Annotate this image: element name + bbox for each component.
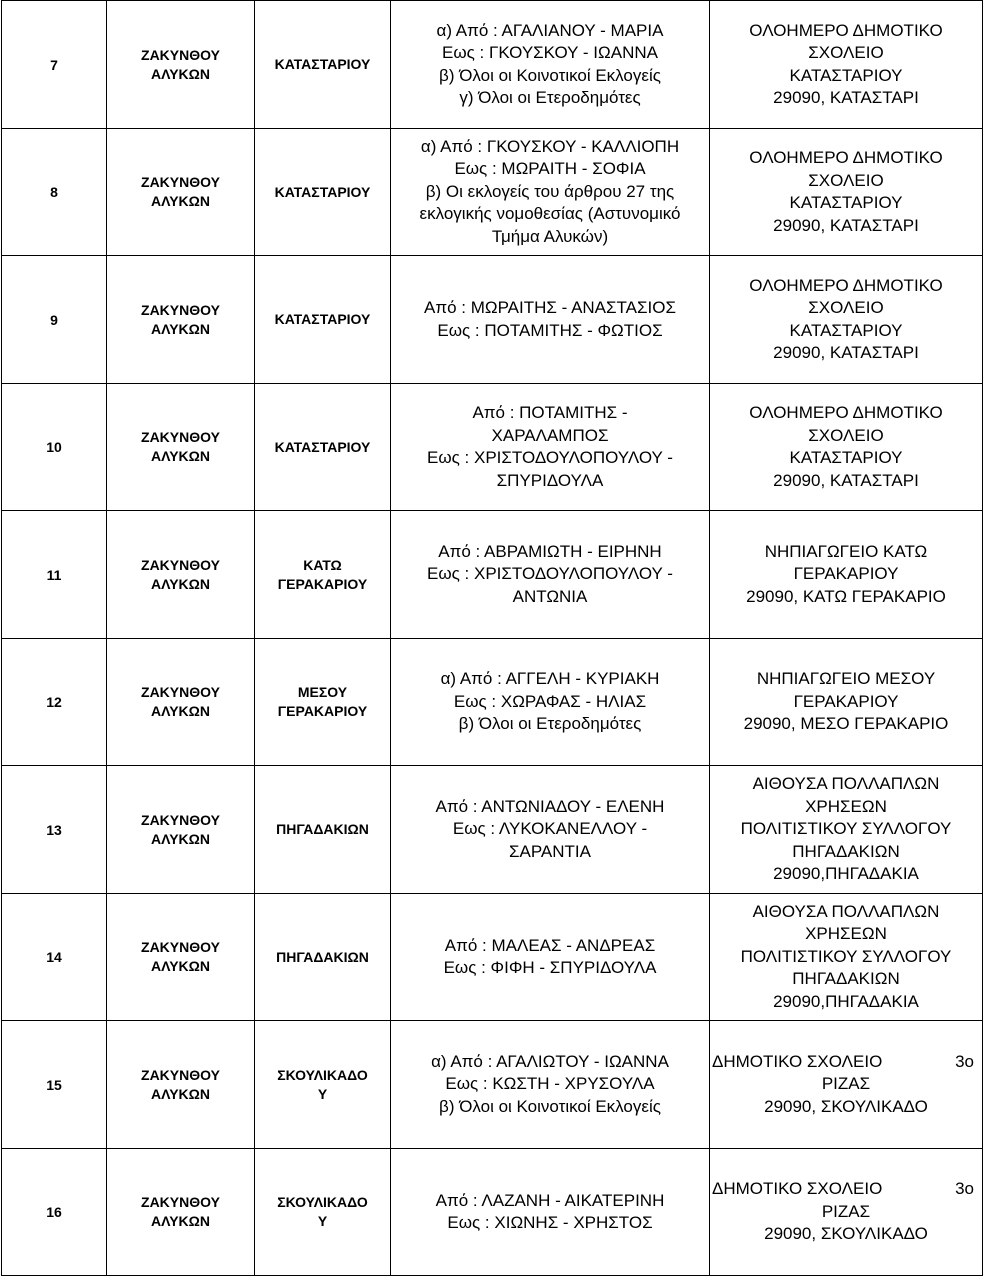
municipality-line: ΑΛΥΚΩΝ (151, 958, 210, 974)
municipality-line: ΖΑΚΥΝΘΟΥ (141, 429, 220, 445)
location-line: ΠΗΓΑΔΑΚΙΩΝ (792, 841, 900, 861)
station-number-cell (2, 894, 107, 1021)
municipality-cell (107, 894, 255, 1021)
municipality-line: ΖΑΚΥΝΘΟΥ (141, 1194, 220, 1210)
location-line: 29090, ΣΚΟΥΛΙΚΑΔΟ (764, 1224, 928, 1244)
department-cell (255, 384, 391, 511)
location-line-part: ΔΗΜΟΤΙΚΟ ΣΧΟΛΕΙΟ (712, 1179, 883, 1199)
station-number-cell (2, 256, 107, 384)
municipality-line: ΑΛΥΚΩΝ (151, 1085, 210, 1102)
polling-location-cell (710, 384, 983, 511)
location-line: ΚΑΤΑΣΤΑΡΙΟΥ (789, 448, 903, 467)
location-line: ΣΧΟΛΕΙΟ (808, 170, 884, 190)
station-number-cell (2, 1021, 107, 1149)
station-number-cell (2, 639, 107, 766)
location-line: 29090, ΚΑΤΑΣΤΑΡΙ (773, 343, 919, 362)
location-line: ΠΗΓΑΔΑΚΙΩΝ (792, 969, 900, 989)
municipality-line: ΖΑΚΥΝΘΟΥ (141, 684, 220, 700)
department-cell (255, 894, 391, 1021)
table-row (2, 1149, 983, 1276)
department-line: ΚΑΤΩ (303, 556, 342, 573)
municipality-line: ΖΑΚΥΝΘΟΥ (141, 556, 220, 573)
municipality-line: ΑΛΥΚΩΝ (151, 320, 210, 337)
station-number-cell (2, 1149, 107, 1276)
voters-line: Εως : ΓΚΟΥΣΚΟΥ - ΙΩΑΝΝΑ (442, 43, 658, 62)
location-line: ΟΛΟΗΜΕΡΟ ΔΗΜΟΤΙΚΟ (749, 148, 943, 167)
table-row (2, 129, 983, 256)
location-line: ΡΙΖΑΣ (821, 1074, 871, 1094)
department-line: ΠΗΓΑΔΑΚΙΩΝ (276, 948, 369, 965)
voters-line: β) Όλοι οι Ετεροδημότες (458, 714, 642, 734)
department-cell (255, 511, 391, 639)
station-number-cell (2, 511, 107, 639)
municipality-cell (107, 1149, 255, 1276)
voters-line: ΑΝΤΩΝΙΑ (512, 586, 588, 606)
station-number: 15 (46, 1076, 62, 1093)
municipality-line: ΑΛΥΚΩΝ (151, 193, 210, 209)
voters-range-cell (391, 256, 710, 384)
municipality-line: ΑΛΥΚΩΝ (151, 830, 210, 847)
department-cell (255, 1149, 391, 1276)
municipality-cell (107, 1, 255, 129)
station-number-cell (2, 766, 107, 894)
polling-location-cell (710, 1021, 983, 1149)
location-line: ΧΡΗΣΕΩΝ (805, 796, 887, 816)
polling-stations-table-body (2, 1, 983, 1276)
table-row (2, 766, 983, 894)
location-line: ΚΑΤΑΣΤΑΡΙΟΥ (789, 193, 903, 212)
voters-line: Από : ΑΝΤΩΝΙΑΔΟΥ - ΕΛΕΝΗ (435, 796, 665, 816)
voters-range-cell (391, 1149, 710, 1276)
location-line: ΝΗΠΙΑΓΩΓΕΙΟ ΜΕΣΟΥ (756, 669, 936, 689)
municipality-line: ΖΑΚΥΝΘΟΥ (141, 1066, 220, 1083)
station-number: 7 (50, 56, 58, 73)
table-row (2, 384, 983, 511)
polling-location-cell (710, 129, 983, 256)
station-number: 16 (46, 1204, 62, 1220)
voters-line: Εως : ΜΩΡΑΙΤΗ - ΣΟΦΙΑ (454, 159, 646, 179)
voters-range-cell (391, 894, 710, 1021)
location-line: ΣΧΟΛΕΙΟ (808, 43, 884, 62)
voters-line: Από : ΠΟΤΑΜΙΤΗΣ - (472, 403, 628, 422)
department-cell (255, 1021, 391, 1149)
municipality-cell (107, 511, 255, 639)
location-line: 29090, ΣΚΟΥΛΙΚΑΔΟ (764, 1096, 928, 1116)
department-line: ΚΑΤΑΣΤΑΡΙΟΥ (274, 56, 371, 72)
voters-range-cell (391, 129, 710, 256)
location-line: ΚΑΤΑΣΤΑΡΙΟΥ (789, 320, 903, 340)
voters-range-cell (391, 1021, 710, 1149)
location-line: 29090, ΚΑΤΑΣΤΑΡΙ (773, 470, 919, 490)
municipality-line: ΑΛΥΚΩΝ (151, 703, 210, 719)
voters-line: Εως : ΧΡΙΣΤΟΔΟΥΛΟΠΟΥΛΟΥ - (427, 448, 673, 467)
department-line: ΓΕΡΑΚΑΡΙΟΥ (277, 703, 368, 719)
location-line: 29090, ΚΑΤΩ ΓΕΡΑΚΑΡΙΟ (746, 586, 946, 606)
voters-range-cell (391, 766, 710, 894)
department-line: ΚΑΤΑΣΤΑΡΙΟΥ (274, 183, 371, 200)
location-line: ΓΕΡΑΚΑΡΙΟΥ (793, 691, 899, 711)
municipality-cell (107, 384, 255, 511)
voters-line: Εως : ΚΩΣΤΗ - ΧΡΥΣΟΥΛΑ (445, 1074, 655, 1094)
voters-line: Από : ΛΑΖΑΝΗ - ΑΙΚΑΤΕΡΙΝΗ (435, 1190, 665, 1210)
location-line: ΠΟΛΙΤΙΣΤΙΚΟΥ ΣΥΛΛΟΓΟΥ (740, 819, 952, 839)
voters-line: ΧΑΡΑΛΑΜΠΟΣ (491, 425, 609, 445)
municipality-cell (107, 256, 255, 384)
station-number: 14 (46, 949, 62, 965)
voters-range-cell (391, 1, 710, 129)
station-number: 13 (46, 821, 62, 838)
location-line-part: ΔΗΜΟΤΙΚΟ ΣΧΟΛΕΙΟ (712, 1051, 883, 1071)
location-line: 29090,ΠΗΓΑΔΑΚΙΑ (773, 991, 919, 1011)
location-line: ΡΙΖΑΣ (821, 1201, 871, 1221)
table-row (2, 639, 983, 766)
voters-range-cell (391, 511, 710, 639)
municipality-cell (107, 1021, 255, 1149)
municipality-cell (107, 639, 255, 766)
polling-location-cell (710, 511, 983, 639)
voters-range-cell (391, 639, 710, 766)
polling-location-cell (710, 256, 983, 384)
voters-line: Εως : ΠΟΤΑΜΙΤΗΣ - ΦΩΤΙΟΣ (437, 320, 663, 340)
location-line: ΟΛΟΗΜΕΡΟ ΔΗΜΟΤΙΚΟ (749, 275, 943, 295)
location-line: 29090, ΚΑΤΑΣΤΑΡΙ (773, 88, 919, 107)
voters-line: α) Από : ΑΓΑΛΙΑΝΟΥ - ΜΑΡΙΑ (436, 20, 664, 40)
station-number: 10 (46, 439, 62, 455)
department-cell (255, 129, 391, 256)
location-line: ΣΧΟΛΕΙΟ (808, 425, 884, 445)
polling-stations-table (1, 0, 983, 1276)
voters-line: Εως : ΧΡΙΣΤΟΔΟΥΛΟΠΟΥΛΟΥ - (427, 564, 673, 584)
department-line: ΠΗΓΑΔΑΚΙΩΝ (276, 821, 369, 837)
department-line: Υ (317, 1213, 328, 1229)
department-line: ΓΕΡΑΚΑΡΙΟΥ (277, 575, 368, 592)
station-number: 11 (46, 566, 62, 583)
voters-line: α) Από : ΑΓΓΕΛΗ - ΚΥΡΙΑΚΗ (440, 669, 660, 689)
voters-line: Τμήμα Αλυκών) (491, 226, 609, 246)
station-number: 9 (50, 311, 58, 328)
voters-line: εκλογικής νομοθεσίας (Αστυνομικό (419, 204, 681, 224)
department-line: ΚΑΤΑΣΤΑΡΙΟΥ (274, 311, 371, 327)
voters-line: α) Από : ΑΓΑΛΙΩΤΟΥ - ΙΩΑΝΝΑ (431, 1051, 669, 1071)
voters-line: γ) Όλοι οι Ετεροδημότες (459, 88, 641, 107)
voters-line: α) Από : ΓΚΟΥΣΚΟΥ - ΚΑΛΛΙΟΠΗ (420, 136, 680, 156)
municipality-line: ΑΛΥΚΩΝ (151, 575, 210, 592)
location-line: ΟΛΟΗΜΕΡΟ ΔΗΜΟΤΙΚΟ (749, 20, 943, 40)
department-cell (255, 1, 391, 129)
location-line: ΣΧΟΛΕΙΟ (808, 298, 884, 317)
voters-line: β) Οι εκλογείς του άρθρου 27 της (425, 181, 675, 201)
municipality-cell (107, 129, 255, 256)
polling-location-cell (710, 639, 983, 766)
station-number-cell (2, 384, 107, 511)
municipality-line: ΖΑΚΥΝΘΟΥ (141, 174, 220, 190)
voters-line: β) Όλοι οι Κοινοτικοί Εκλογείς (439, 65, 661, 85)
department-cell (255, 639, 391, 766)
table-row (2, 256, 983, 384)
location-line-part: 3ο (955, 1051, 974, 1071)
municipality-line: ΑΛΥΚΩΝ (151, 65, 210, 82)
voters-range-cell (391, 384, 710, 511)
location-line-part: 3ο (955, 1179, 974, 1199)
table-row (2, 894, 983, 1021)
voters-line: Εως : ΧΙΩΝΗΣ - ΧΡΗΣΤΟΣ (447, 1213, 653, 1232)
location-line: ΠΟΛΙΤΙΣΤΙΚΟΥ ΣΥΛΛΟΓΟΥ (740, 946, 952, 966)
voters-line: β) Όλοι οι Κοινοτικοί Εκλογείς (439, 1096, 661, 1116)
polling-location-cell (710, 894, 983, 1021)
municipality-line: ΖΑΚΥΝΘΟΥ (141, 301, 220, 318)
station-number-cell (2, 1, 107, 129)
voters-line: Από : ΜΩΡΑΙΤΗΣ - ΑΝΑΣΤΑΣΙΟΣ (424, 298, 676, 317)
municipality-line: ΑΛΥΚΩΝ (151, 448, 210, 464)
location-line: 29090, ΚΑΤΑΣΤΑΡΙ (773, 215, 919, 235)
voters-line: ΣΑΡΑΝΤΙΑ (509, 841, 591, 861)
department-line: ΣΚΟΥΛΙΚΑΔΟ (277, 1066, 368, 1083)
department-line: ΚΑΤΑΣΤΑΡΙΟΥ (274, 438, 371, 455)
location-line-split-line (712, 1178, 980, 1201)
table-row (2, 1021, 983, 1149)
municipality-line: ΖΑΚΥΝΘΟΥ (141, 811, 220, 828)
department-cell (255, 256, 391, 384)
station-number: 12 (46, 694, 62, 710)
municipality-line: ΖΑΚΥΝΘΟΥ (141, 939, 220, 955)
location-line: ΓΕΡΑΚΑΡΙΟΥ (793, 564, 899, 584)
station-number: 8 (50, 184, 58, 200)
voters-line: Εως : ΦΙΦΗ - ΣΠΥΡΙΔΟΥΛΑ (443, 958, 657, 977)
table-row (2, 511, 983, 639)
department-line: ΜΕΣΟΥ (297, 684, 348, 700)
municipality-line: ΖΑΚΥΝΘΟΥ (141, 46, 220, 63)
location-line: ΟΛΟΗΜΕΡΟ ΔΗΜΟΤΙΚΟ (749, 403, 943, 422)
department-cell (255, 766, 391, 894)
voters-line: Από : ΑΒΡΑΜΙΩΤΗ - ΕΙΡΗΝΗ (438, 541, 662, 561)
table-row (2, 1, 983, 129)
polling-location-cell (710, 766, 983, 894)
location-line: 29090,ΠΗΓΑΔΑΚΙΑ (773, 864, 919, 884)
station-number-cell (2, 129, 107, 256)
location-line: ΝΗΠΙΑΓΩΓΕΙΟ ΚΑΤΩ (764, 541, 928, 561)
location-line: ΧΡΗΣΕΩΝ (805, 924, 887, 944)
location-line: ΑΙΘΟΥΣΑ ΠΟΛΛΑΠΛΩΝ (752, 774, 940, 794)
voters-line: Εως : ΧΩΡΑΦΑΣ - ΗΛΙΑΣ (453, 691, 647, 711)
municipality-cell (107, 766, 255, 894)
location-line: ΚΑΤΑΣΤΑΡΙΟΥ (789, 65, 903, 85)
polling-location-cell (710, 1149, 983, 1276)
department-line: Υ (317, 1085, 328, 1102)
department-line: ΣΚΟΥΛΙΚΑΔΟ (277, 1194, 368, 1210)
voters-line: Από : ΜΑΛΕΑΣ - ΑΝΔΡΕΑΣ (444, 935, 656, 955)
location-line: ΑΙΘΟΥΣΑ ΠΟΛΛΑΠΛΩΝ (752, 901, 940, 921)
location-line-split-line (712, 1051, 980, 1074)
voters-line: Εως : ΛΥΚΟΚΑΝΕΛΛΟΥ - (452, 819, 648, 839)
voters-line: ΣΠΥΡΙΔΟΥΛΑ (496, 470, 604, 490)
municipality-line: ΑΛΥΚΩΝ (151, 1213, 210, 1229)
location-line: 29090, ΜΕΣΟ ΓΕΡΑΚΑΡΙΟ (743, 714, 949, 734)
polling-location-cell (710, 1, 983, 129)
